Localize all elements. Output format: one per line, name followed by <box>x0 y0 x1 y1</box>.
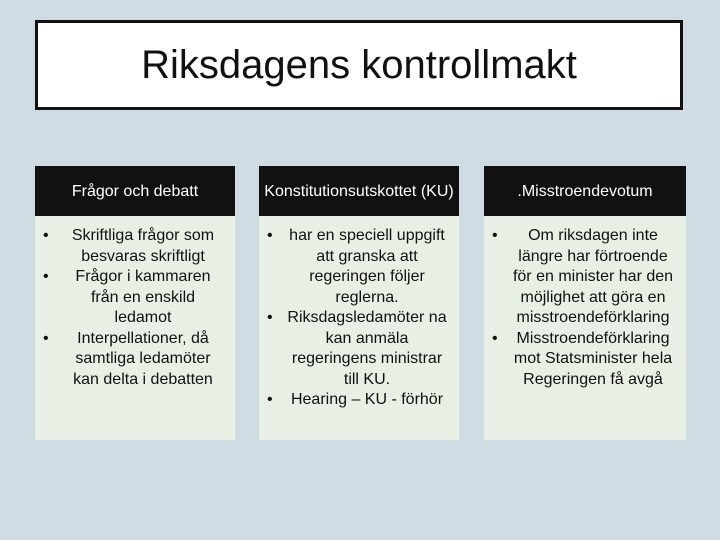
column-header: Konstitutionsutskottet (KU) <box>259 166 459 216</box>
title-box <box>35 20 683 110</box>
slide-title: Riksdagens kontrollmakt <box>141 42 577 87</box>
bullet-list <box>492 226 676 390</box>
column-konstitutionsutskottet <box>259 166 459 440</box>
bullet-item: • Riksdagsledamöter na kan anmäla regeringens ministrar till KU. <box>267 308 449 390</box>
column-fragor-och-debatt <box>35 166 235 440</box>
column-body <box>35 216 235 440</box>
bullet-item: • Om riksdagen inte längre har förtroende för en minister har den möjlighet att göra en misstroendeförklaring <box>492 226 676 329</box>
bullet-item: • Frågor i kammaren från en enskild ledamot <box>43 267 225 329</box>
bullet-item: • Skriftliga frågor som besvaras skriftligt <box>43 226 225 267</box>
bullet-list <box>267 226 449 411</box>
column-body <box>259 216 459 440</box>
bullet-list <box>43 226 225 390</box>
column-header: .Misstroendevotum <box>484 166 686 216</box>
bullet-item: • Hearing – KU - förhör <box>267 390 449 411</box>
bullet-item: • Misstroendeförklaring mot Statsminister hela Regeringen få avgå <box>492 329 676 391</box>
column-misstroendevotum <box>484 166 686 440</box>
bullet-item: • Interpellationer, då samtliga ledamöter kan delta i debatten <box>43 329 225 391</box>
column-body <box>484 216 686 440</box>
bullet-item: • har en speciell uppgift att granska att regeringen följer reglerna. <box>267 226 449 308</box>
column-header: Frågor och debatt <box>35 166 235 216</box>
